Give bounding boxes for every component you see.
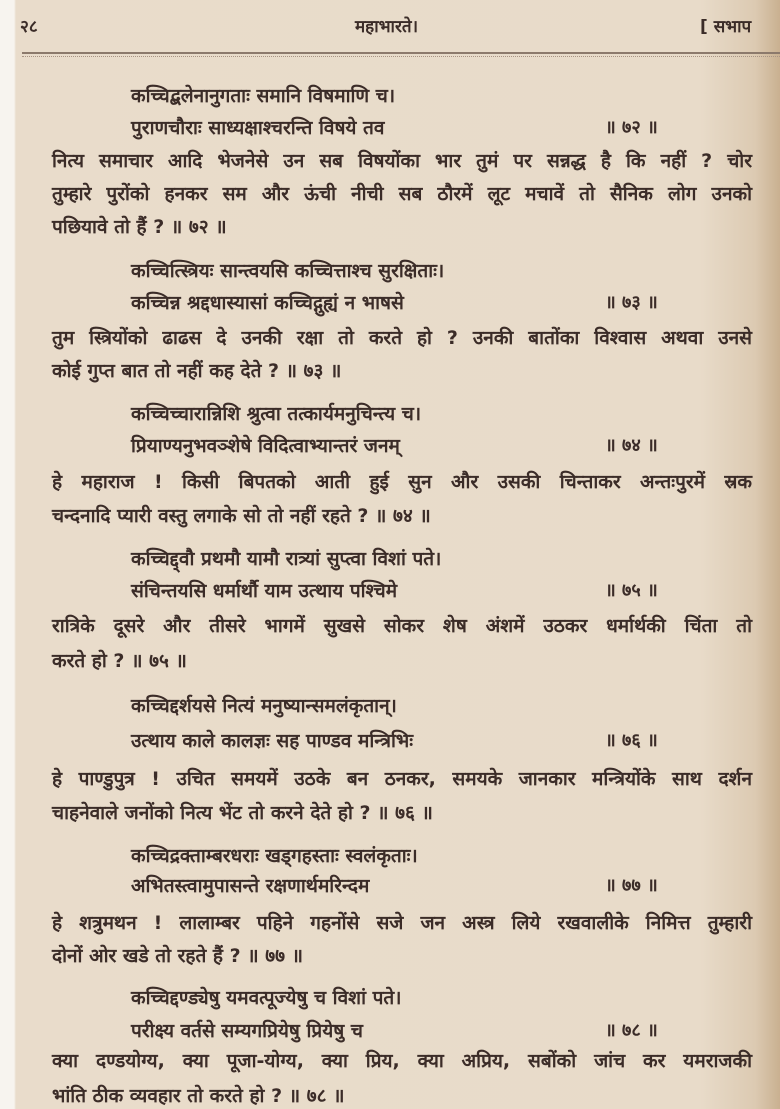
verse-line: संचिन्तयसि धर्मार्थौ याम उत्थाय पश्चिमे [131, 580, 398, 602]
header-rule [22, 52, 780, 54]
header-rule-dotted [22, 56, 780, 57]
translation-line: हे पाण्डुपुत्र ! उचित समयमें उठके बन ठनकर, समयके जानकार मन्त्रियोंके साथ दर्शन [52, 768, 752, 790]
verse-line: कच्चिच्चारान्निशि श्रुत्वा तत्कार्यमनुचिन्त्य च। [131, 403, 422, 425]
verse-number: ॥ ७४ ॥ [605, 435, 658, 456]
translation-line: तुम्हारे पुरोंको हनकर सम और ऊंची नीची सब ठौरमें लूट मचावें तो सैनिक लोग उनको [52, 183, 752, 205]
verse-line: कच्चिद्दर्शयसे नित्यं मनुष्यान्समलंकृतान्। [131, 695, 397, 717]
verse-number: ॥ ७५ ॥ [605, 580, 658, 601]
verse-line: कच्चिद्बलेनानुगताः समानि विषमाणि च। [131, 85, 396, 107]
translation-line: दोनों ओर खडे तो रहते हैं ? ॥ ७७ ॥ [52, 945, 303, 967]
translation-line: नित्य समाचार आदि भेजनेसे उन सब विषयोंका भार तुमं पर सन्नद्ध है कि नहीं ? चोर [52, 150, 752, 172]
verse-line: पुराणचौराः साध्यक्षाश्चरन्ति विषये तव [131, 117, 385, 139]
translation-line: हे महाराज ! किसी बिपतको आती हुई सुन और उसकी चिन्ताकर अन्तःपुरमें स्रक [52, 471, 752, 493]
verse-number: ॥ ७८ ॥ [605, 1020, 658, 1041]
verse-line: परीक्ष्य वर्तसे सम्यगप्रियेषु प्रियेषु च [131, 1020, 363, 1042]
translation-line: रात्रिके दूसरे और तीसरे भागमें सुखसे सोकर शेष अंशमें उठकर धर्मार्थकी चिंता तो [52, 615, 752, 637]
translation-line: पछियावे तो हैं ? ॥ ७२ ॥ [52, 216, 227, 238]
verse-line: प्रियाण्यनुभवञ्शेषे विदित्वाभ्यान्तरं जनम् [131, 435, 400, 457]
verse-line: कच्चिद्द्वौ प्रथमौ यामौ रात्र्यां सुप्त्वा विशां पते। [131, 548, 442, 570]
verse-line: कच्चित्स्त्रियः सान्त्वयसि कच्चित्ताश्च सुरक्षिताः। [131, 260, 445, 282]
verse-line: कच्चिद्दण्ड्येषु यमवत्पूज्येषु च विशां पते। [131, 987, 402, 1009]
translation-line: चाहनेवाले जनोंको नित्य भेंट तो करने देते हो ? ॥ ७६ ॥ [52, 802, 433, 824]
section-label: [ सभाप [700, 17, 752, 37]
verse-number: ॥ ७२ ॥ [605, 117, 658, 138]
verse-line: उत्थाय काले कालज्ञः सह पाण्डव मन्त्रिभिः [131, 730, 414, 752]
translation-line: करते हो ? ॥ ७५ ॥ [52, 650, 187, 672]
page-number: २८ [20, 17, 38, 37]
verse-number: ॥ ७६ ॥ [605, 730, 658, 751]
verse-number: ॥ ७७ ॥ [605, 875, 658, 896]
translation-line: भांति ठीक व्यवहार तो करते हो ? ॥ ७८ ॥ [52, 1085, 345, 1107]
running-title: महाभारते। [355, 17, 419, 37]
translation-line: चन्दनादि प्यारी वस्तु लगाके सो तो नहीं रहते ? ॥ ७४ ॥ [52, 505, 431, 527]
verse-line: कच्चिन्न श्रद्दधास्यासां कच्चिद्गुह्यं न भाषसे [131, 292, 404, 314]
translation-line: तुम स्त्रियोंको ढाढस दे उनकी रक्षा तो करते हो ? उनकी बातोंका विश्वास अथवा उनसे [52, 327, 752, 349]
translation-line: क्या दण्डयोग्य, क्या पूजा-योग्य, क्या प्रिय, क्या अप्रिय, सबोंको जांच कर यमराजकी [52, 1050, 752, 1072]
verse-line: अभितस्त्वामुपासन्ते रक्षणार्थमरिन्दम [131, 875, 370, 897]
translation-line: कोई गुप्त बात तो नहीं कह देते ? ॥ ७३ ॥ [52, 360, 342, 382]
verse-line: कच्चिद्रक्ताम्बरधराः खड्गहस्ताः स्वलंकृताः। [131, 845, 418, 867]
translation-line: हे शत्रुमथन ! लालाम्बर पहिने गहनोंसे सजे जन अस्त्र लिये रखवालीके निमित्त तुम्हारी [52, 912, 752, 934]
verse-number: ॥ ७३ ॥ [605, 292, 658, 313]
